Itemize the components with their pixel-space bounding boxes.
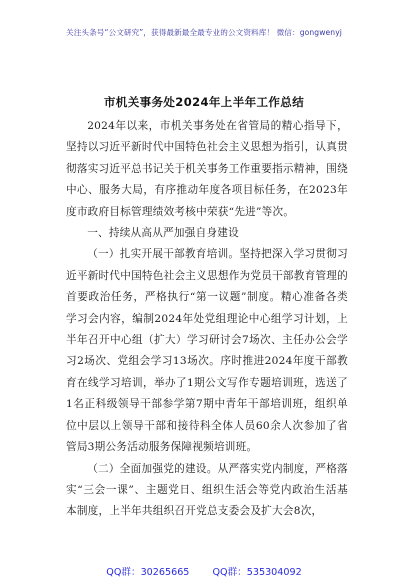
top-promo-banner: 关注头条号“公文研究”，获得最新最全最专业的公文资料库！ 微信：gongwenyj: [66, 28, 342, 37]
body-paragraph: （二）全面加强党的建设。从严落实党内制度，严格落实“三会一课”、主题党日、组织生活会等党内政治生活基本制度，上半年共组织召开党总支委会及扩大会8次，: [66, 462, 348, 518]
body-paragraph: （一）扎实开展干部教育培训。坚持把深入学习贯彻习近平新时代中国特色社会主义思想作为党员干部教育管理的首要政治任务，严格执行“第一议题”制度。精心准备各类学习会内容，编制2024年处党组理论中心组学习计划，上半年召开中心组（扩大）学习研讨会7场次、主任办公会学习2场次、党组会学习13场次。序时推进2024年度干部教育在线学习培训，举办了1期公文写作专题培训班，选送了1名正科级领导干部参学第7期中青年干部培训班，组织单位中层以上领导干部和接待科全体人员60余人次参加了省管局3期公务活动服务保障视频培训班。: [66, 248, 348, 454]
document-body: [66, 116, 348, 523]
bottom-qq-banner: [0, 564, 408, 578]
section-heading: 一、持续从高从严加强自身建设: [87, 227, 239, 240]
qq-group-1: QQ群：30265665: [106, 567, 190, 578]
intro-paragraph: 2024年以来，市机关事务处在省管局的精心指导下，坚持以习近平新时代中国特色社会主义思想为指引，认真贯彻落实习近平总书记关于机关事务工作重要指示精神，围绕中心、服务大局，有序推动年度各项目标任务，在2023年度市政府目标管理绩效考核中荣获“先进”等次。: [66, 120, 348, 218]
qq-group-2: QQ群：535304092: [212, 567, 302, 578]
document-title: 市机关事务处2024年上半年工作总结: [103, 95, 305, 109]
